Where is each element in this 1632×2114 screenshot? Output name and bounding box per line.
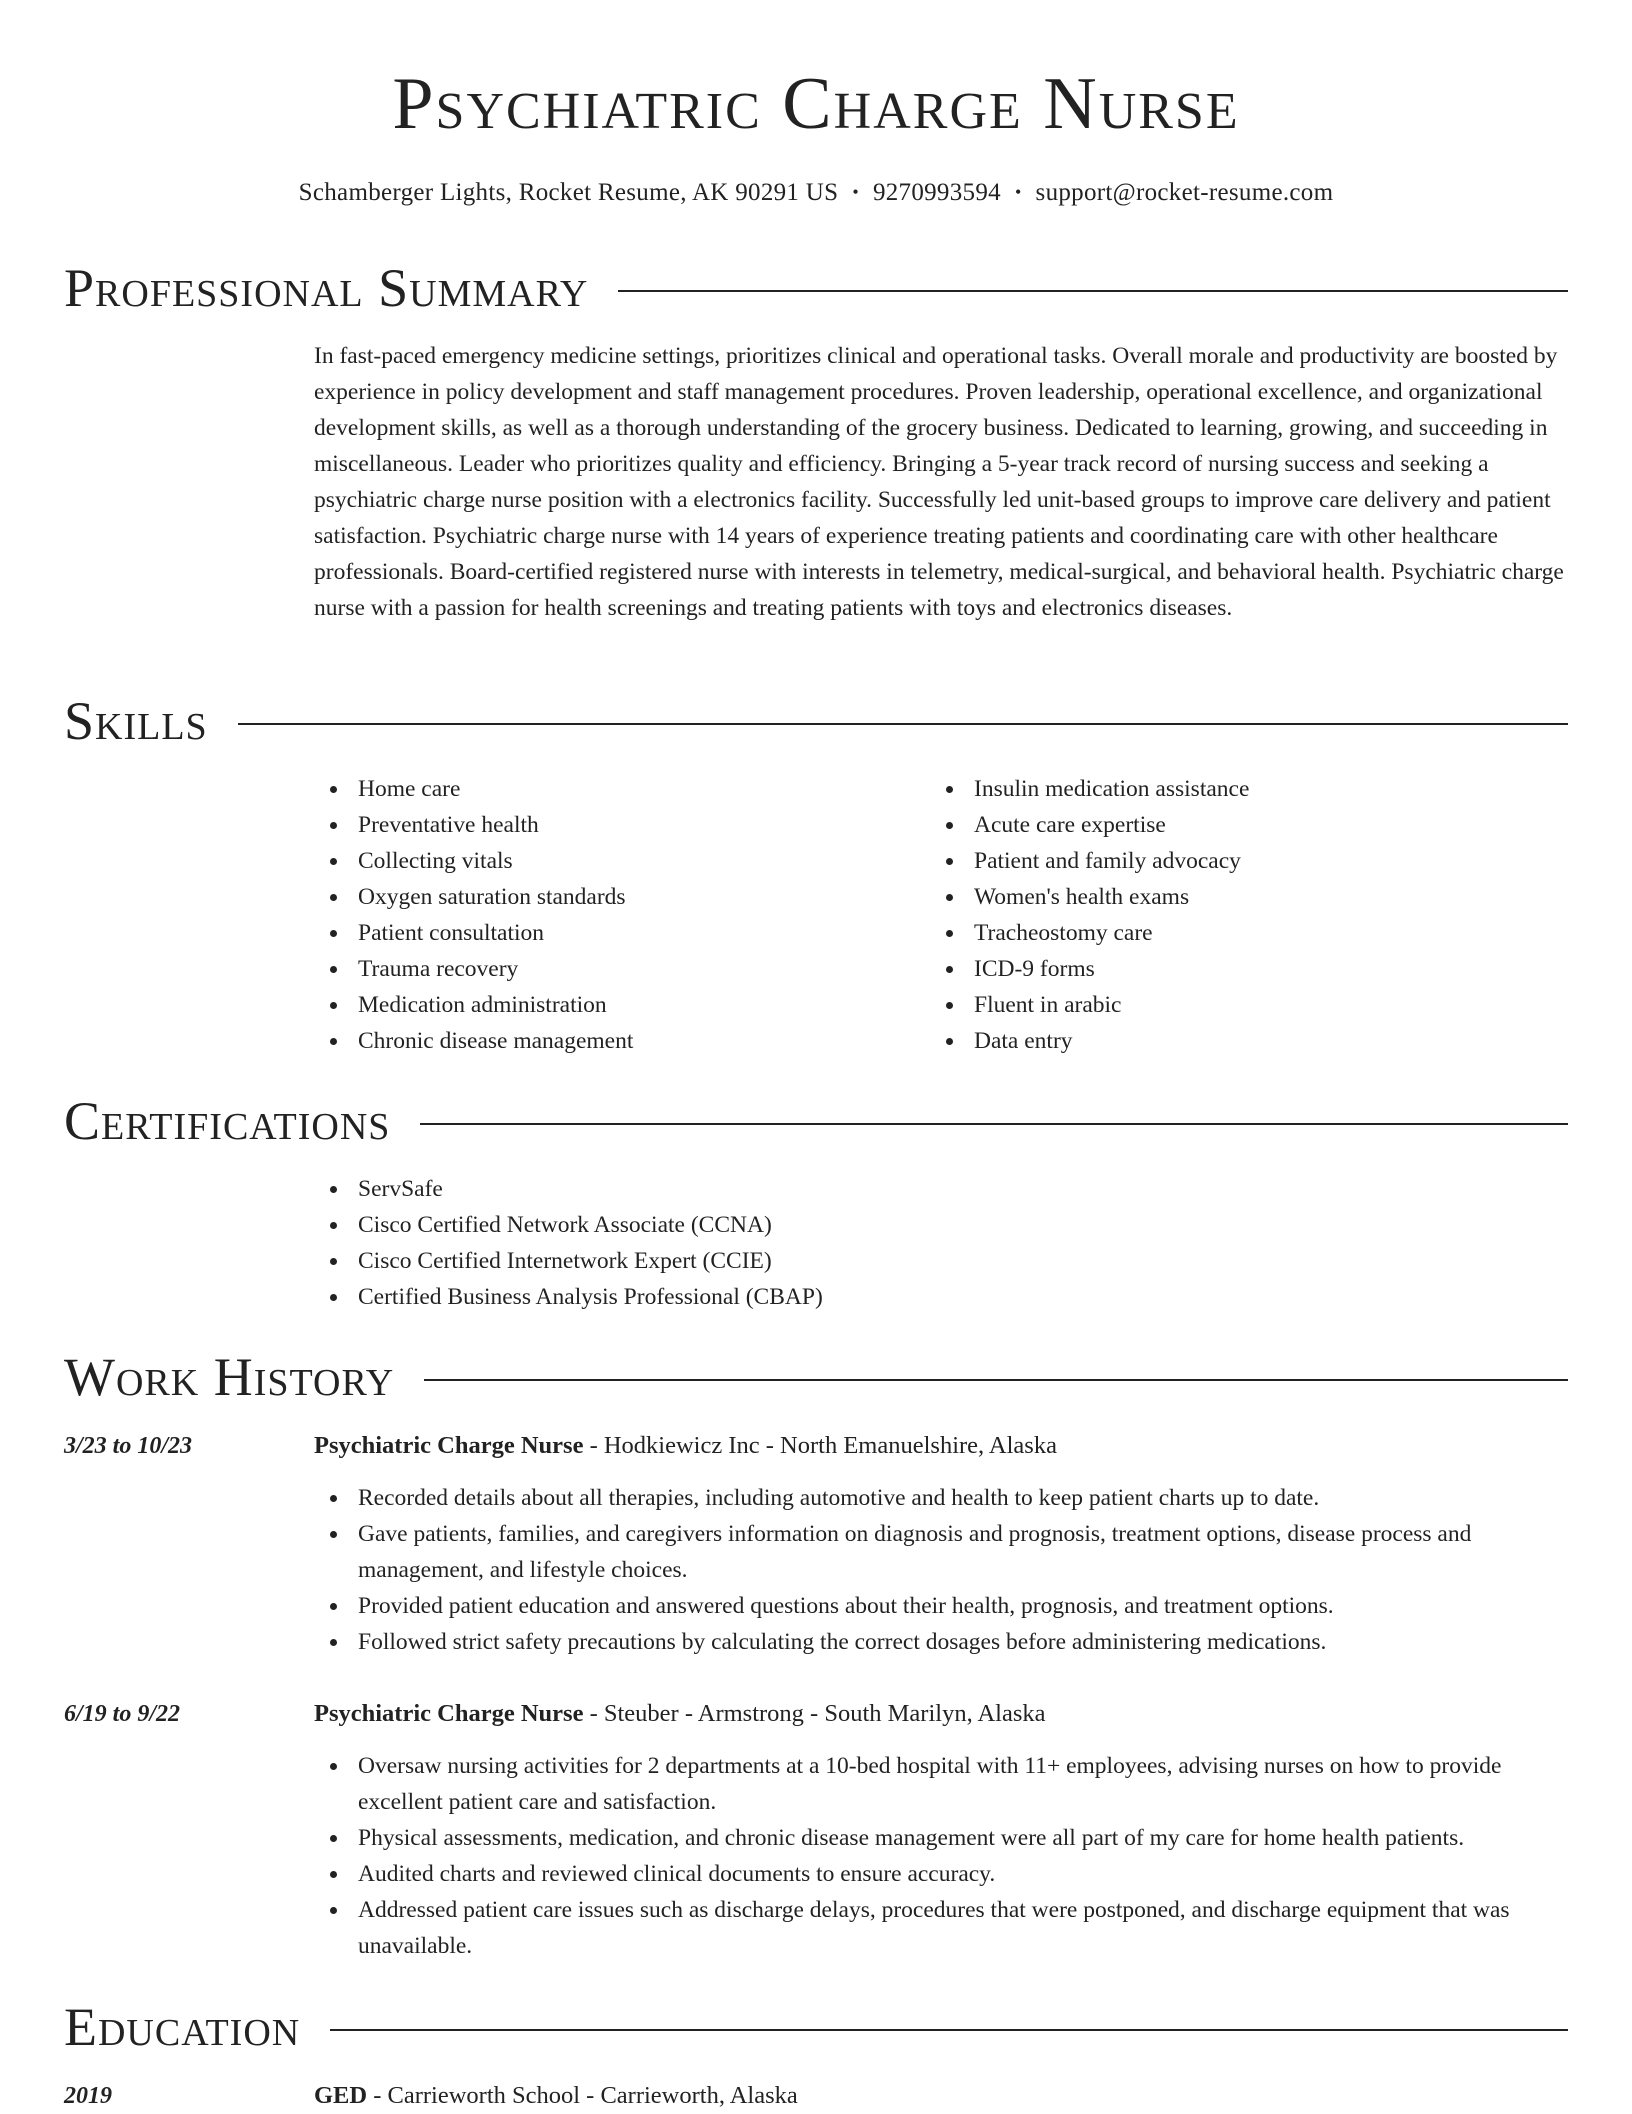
skill-item: Chronic disease management <box>314 1023 914 1059</box>
section-title: Work History <box>64 1347 395 1407</box>
skill-item: Patient and family advocacy <box>930 843 1530 879</box>
section-work-header <box>64 1342 1568 1412</box>
certification-item: Cisco Certified Network Associate (CCNA) <box>314 1207 1568 1243</box>
certification-item: Certified Business Analysis Professional (CBAP) <box>314 1279 1568 1315</box>
duty-item: Gave patients, families, and caregivers information on diagnosis and prognosis, treatment options, disease process and management, and lifestyle choices. <box>314 1516 1568 1588</box>
skill-item: Tracheostomy care <box>930 915 1530 951</box>
duty-item: Oversaw nursing activities for 2 departments at a 10-bed hospital with 11+ employees, advising nurses on how to provide excellent patient care and satisfaction. <box>314 1748 1568 1820</box>
job-heading <box>314 1696 1568 1732</box>
section-divider <box>238 723 1568 725</box>
section-divider <box>420 1123 1568 1125</box>
skill-item: Acute care expertise <box>930 807 1530 843</box>
education-year: 2019 <box>64 2083 112 2109</box>
section-title: Education <box>64 1997 301 2057</box>
skill-item: Preventative health <box>314 807 914 843</box>
job-role: Psychiatric Charge Nurse <box>314 1432 584 1459</box>
certification-item: Cisco Certified Internetwork Expert (CCIE) <box>314 1243 1568 1279</box>
skills-list <box>314 771 914 1059</box>
section-certifications-header <box>64 1086 1568 1156</box>
skill-item: Insulin medication assistance <box>930 771 1530 807</box>
skills-column-right <box>930 771 1530 1059</box>
certifications-list <box>314 1171 1568 1315</box>
section-title: Certifications <box>64 1091 391 1151</box>
job-duties <box>314 1748 1568 1964</box>
job-dates: 3/23 to 10/23 <box>64 1433 193 1459</box>
job-employer: - Steuber - Armstrong - South Marilyn, Alaska <box>583 1700 1046 1727</box>
duty-item: Addressed patient care issues such as discharge delays, procedures that were postponed, and discharge equipment that was unavailable. <box>314 1892 1568 1964</box>
section-title: Skills <box>64 691 208 751</box>
skill-item: Home care <box>314 771 914 807</box>
candidate-name: Psychiatric Charge Nurse <box>392 63 1240 145</box>
separator-dot: • <box>1014 182 1022 202</box>
section-divider <box>330 2029 1568 2031</box>
section-skills-header <box>64 686 1568 756</box>
certifications-body <box>314 1171 1568 1315</box>
duty-item: Provided patient education and answered questions about their health, prognosis, and treatment options. <box>314 1588 1568 1624</box>
job-employer: - Hodkiewicz Inc - North Emanuelshire, Alaska <box>583 1432 1057 1459</box>
job-dates: 6/19 to 9/22 <box>64 1701 181 1727</box>
skill-item: Data entry <box>930 1023 1530 1059</box>
job-duties <box>314 1480 1568 1660</box>
certification-item: ServSafe <box>314 1171 1568 1207</box>
section-divider <box>618 290 1568 292</box>
education-heading <box>314 2078 1568 2114</box>
skill-item: Fluent in arabic <box>930 987 1530 1023</box>
education-degree: GED <box>314 2082 368 2109</box>
skill-item: Medication administration <box>314 987 914 1023</box>
skill-item: Trauma recovery <box>314 951 914 987</box>
summary-text: In fast-paced emergency medicine settings, prioritizes clinical and operational tasks. Overall morale and productivity are boosted by experience in policy development and staff management procedures. Proven leadership, operational excellence, and organizational development skills, as well as a thorough understanding of the grocery business. Dedicated to learning, growing, and succeeding in miscellaneous. Leader who prioritizes quality and efficiency. Bringing a 5-year track record of nursing success and seeking a psychiatric charge nurse position with a electronics facility. Successfully led unit-based groups to improve care delivery and patient satisfaction. Psychiatric charge nurse with 14 years of experience treating patients and coordinating care with other healthcare professionals. Board-certified registered nurse with interests in telemetry, medical-surgical, and behavioral health. Psychiatric charge nurse with a passion for health screenings and treating patients with toys and electronics diseases. <box>314 343 1564 621</box>
skill-item: ICD-9 forms <box>930 951 1530 987</box>
skills-column-left <box>314 771 914 1059</box>
duties-list <box>314 1480 1568 1660</box>
duty-item: Audited charts and reviewed clinical documents to ensure accuracy. <box>314 1856 1568 1892</box>
phone: 9270993594 <box>872 179 1001 206</box>
section-divider <box>424 1379 1568 1381</box>
contact-line <box>0 172 1632 213</box>
job-heading <box>314 1428 1568 1464</box>
duty-item: Recorded details about all therapies, including automotive and health to keep patient charts up to date. <box>314 1480 1568 1516</box>
section-education-header <box>64 1992 1568 2062</box>
duty-item: Followed strict safety precautions by calculating the correct dosages before administering medications. <box>314 1624 1568 1660</box>
address: Schamberger Lights, Rocket Resume, AK 90291 US <box>298 179 839 206</box>
job-role: Psychiatric Charge Nurse <box>314 1700 584 1727</box>
separator-dot: • <box>852 182 859 202</box>
email: support@rocket-resume.com <box>1035 179 1334 206</box>
skills-list <box>930 771 1530 1059</box>
duty-item: Physical assessments, medication, and chronic disease management were all part of my care for home health patients. <box>314 1820 1568 1856</box>
skill-item: Oxygen saturation standards <box>314 879 914 915</box>
skill-item: Patient consultation <box>314 915 914 951</box>
education-school: - Carrieworth School - Carrieworth, Alaska <box>367 2082 798 2109</box>
duties-list <box>314 1748 1568 1964</box>
skill-item: Collecting vitals <box>314 843 914 879</box>
section-title: Professional Summary <box>64 258 589 318</box>
section-summary-header <box>64 253 1568 323</box>
skill-item: Women's health exams <box>930 879 1530 915</box>
